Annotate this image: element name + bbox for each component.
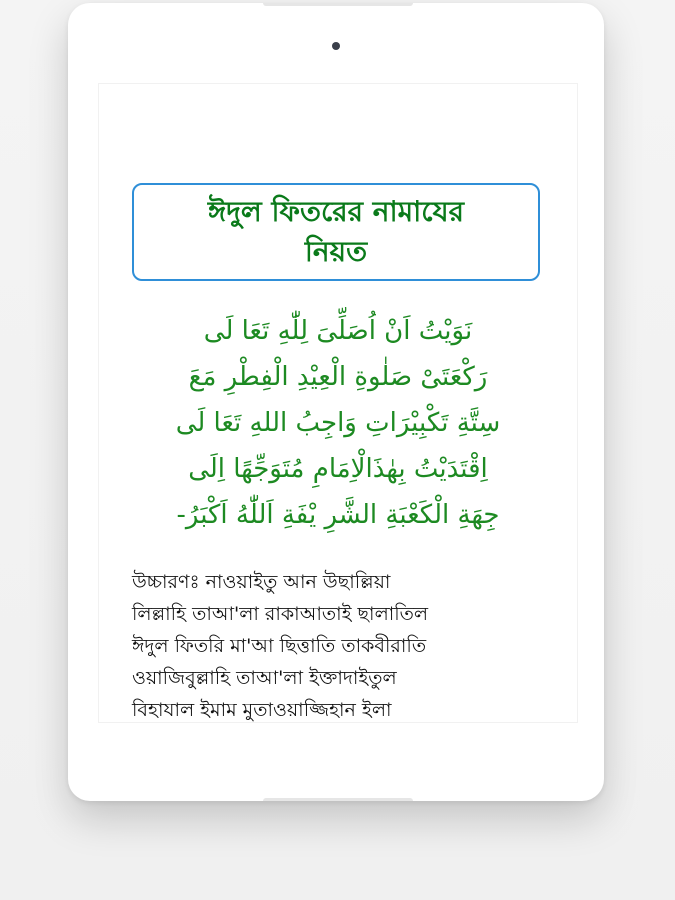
app-screen[interactable] [98,83,578,723]
arabic-line: نَوَيْتُ اَنْ اُصَلِّىَ لِلّٰهِ تَعَا لَى [203,316,473,346]
arabic-line: جِهَةِ الْكَعْبَةِ الشَّرِ يْفَةِ اَللّٰهُ اَكْبَرُ- [176,500,500,530]
pronunciation-line: ওয়াজিবুল্লাহি তাআ'লা ইক্তাদাইতুল [132,667,397,689]
tablet-bottom-edge [263,798,413,801]
page-title-line: নিয়ত [304,235,368,268]
arabic-line: سِتَّةِ تَكْبِيْرَاتِ وَاجِبُ اللهِ تَعَا لَى [175,408,501,438]
pronunciation-line: লিল্লাহি তাআ'লা রাকাআতাই ছালাতিল [132,603,429,625]
page-title-line: ঈদুল ফিতরের নামাযের [207,195,465,228]
page-title [208,192,464,272]
pronunciation-line: বিহাযাল ইমাম মুতাওয়াজ্জিহান ইলা [132,699,392,721]
arabic-line: اِقْتَدَيْتُ بِهٰذَالْاِمَامِ مُتَوَجِّهًا اِلَى [188,454,488,484]
arabic-niyat-text [118,308,558,538]
pronunciation-line: উচ্চারণঃ নাওয়াইতু আন উছাল্লিয়া [132,571,391,593]
tablet-device-frame [68,3,604,801]
pronunciation-line: ঈদুল ফিতরি মা'আ ছিত্তাতি তাকবীরাতি [132,635,427,657]
arabic-line: رَكْعَتَىْ صَلٰوةِ الْعِيْدِ الْفِطْرِ مَعَ [188,362,488,392]
title-card [132,183,540,281]
tablet-top-edge [263,3,413,6]
camera-icon [332,42,340,50]
pronunciation-text [132,566,572,723]
